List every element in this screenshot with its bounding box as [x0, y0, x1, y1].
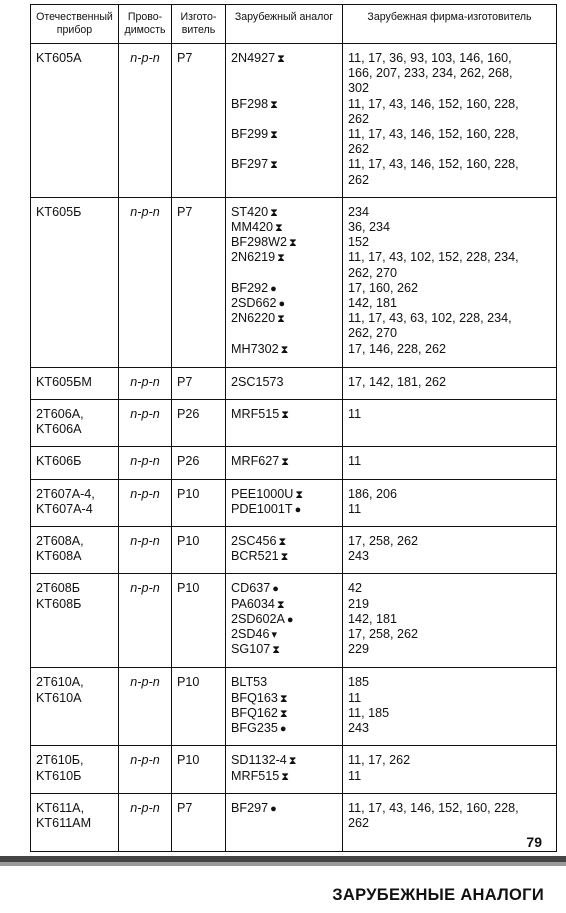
analog-marker-icon: ⧗ — [276, 598, 285, 611]
firm-codes: 17, 258, 262 — [348, 627, 419, 642]
analog-name: MM420 — [231, 220, 273, 235]
conductivity-value: n-p-n — [130, 581, 160, 596]
analog-name: MH7302 — [231, 341, 279, 356]
device-name: KT607A-4 — [36, 501, 93, 516]
firm-codes: 11, 17, 43, 146, 152, 160, 228, — [348, 127, 519, 142]
header-analog: Зарубежный аналог — [226, 5, 343, 44]
firm-codes: 11 — [348, 690, 362, 705]
analog-marker-icon: ⧗ — [288, 755, 297, 768]
analog-name: 2SD46 — [231, 627, 270, 642]
device-cell — [31, 574, 119, 668]
firm-codes: 262 — [348, 816, 370, 831]
firm-codes: 152 — [348, 235, 370, 250]
device-name: 2T610Б, — [36, 753, 84, 768]
maker-cell — [172, 447, 226, 479]
firm-codes: 166, 207, 233, 234, 262, 268, — [348, 66, 513, 81]
analog-marker-icon: ⧗ — [280, 551, 289, 564]
analogs-table — [30, 4, 557, 852]
analog-marker-icon: ⧗ — [279, 707, 288, 720]
firm-codes: 11, 185 — [348, 705, 390, 720]
conductivity-cell — [119, 400, 172, 447]
device-cell — [31, 447, 119, 479]
table-row — [31, 479, 557, 526]
analog-name: 2N6220 — [231, 311, 276, 326]
analog-item — [231, 675, 338, 690]
firm-codes: 42 — [348, 581, 363, 596]
conductivity-cell — [119, 527, 172, 574]
analog-item — [231, 753, 338, 769]
analog-name: BF298W2 — [231, 235, 287, 250]
conductivity-value: n-p-n — [130, 675, 160, 690]
header-maker: Изгото-витель — [172, 5, 226, 44]
device-name: 2T610A, — [36, 675, 84, 690]
analog-marker-icon: ● — [272, 583, 279, 596]
firm-codes: 11, 17, 262 — [348, 753, 411, 768]
analog-cell — [226, 479, 343, 526]
firm-codes: 11 — [348, 501, 362, 516]
analog-item — [231, 157, 338, 173]
table-row — [31, 44, 557, 198]
firm-codes: 302 — [348, 81, 370, 96]
analog-name: CD637 — [231, 581, 271, 596]
device-cell — [31, 400, 119, 447]
analog-item — [231, 487, 338, 503]
firm-codes: 219 — [348, 596, 370, 611]
firm-cell — [343, 668, 557, 746]
analog-item — [231, 801, 338, 817]
analog-item — [231, 311, 338, 327]
analog-name: BF299 — [231, 126, 269, 141]
table-row — [31, 527, 557, 574]
table-row — [31, 197, 557, 367]
analog-name: SG107 — [231, 642, 271, 657]
analog-name: BF297 — [231, 157, 269, 172]
conductivity-value: n-p-n — [130, 407, 160, 422]
device-cell — [31, 668, 119, 746]
analog-item — [231, 281, 338, 297]
analog-item — [231, 549, 338, 565]
maker-cell — [172, 574, 226, 668]
analog-item — [231, 205, 338, 221]
analog-name: 2N4927 — [231, 51, 276, 65]
firm-codes: 262 — [348, 111, 370, 126]
table-row — [31, 746, 557, 793]
firm-cell — [343, 197, 557, 367]
firm-cell — [343, 574, 557, 668]
firm-cell — [343, 44, 557, 198]
firm-codes: 186, 206 — [348, 486, 398, 501]
conductivity-value: n-p-n — [130, 800, 160, 815]
table-row — [31, 574, 557, 668]
maker-value: P7 — [177, 51, 193, 65]
firm-cell — [343, 793, 557, 851]
firm-codes: 262 — [348, 142, 370, 157]
analog-marker-icon: ⧗ — [281, 409, 290, 422]
device-name: 2T608Б — [36, 581, 80, 596]
analog-item — [231, 296, 338, 312]
conductivity-cell — [119, 367, 172, 399]
analog-marker-icon: ⧗ — [279, 692, 288, 705]
analog-name: MRF627 — [231, 454, 280, 469]
analog-item — [231, 612, 338, 628]
device-name: KT605Б — [36, 204, 82, 219]
maker-cell — [172, 479, 226, 526]
maker-value: P7 — [177, 204, 193, 219]
firm-codes: 262, 270 — [348, 265, 398, 280]
analog-name: 2SC1573 — [231, 374, 284, 389]
device-cell — [31, 44, 119, 198]
analog-name: BFG235 — [231, 721, 278, 736]
analog-marker-icon: ▾ — [271, 629, 278, 642]
analog-item — [231, 454, 338, 470]
device-name: 2T608A, — [36, 534, 84, 549]
firm-cell — [343, 367, 557, 399]
analog-marker-icon: ● — [270, 282, 277, 295]
firm-codes: 11, 17, 36, 93, 103, 146, 160, — [348, 51, 512, 65]
device-name: KT611AM — [36, 816, 92, 831]
device-name: KT606A — [36, 422, 82, 437]
analog-name: 2SD662 — [231, 295, 277, 310]
maker-value: P7 — [177, 374, 193, 389]
analog-item — [231, 375, 338, 390]
analog-name: SD1132-4 — [231, 753, 287, 768]
analog-name: BCR521 — [231, 549, 279, 564]
device-name: KT605БМ — [36, 374, 92, 389]
firm-cell — [343, 400, 557, 447]
firm-codes: 11, 17, 43, 146, 152, 160, 228, — [348, 157, 519, 172]
firm-codes: 185 — [348, 675, 370, 690]
table-header-row — [31, 5, 557, 44]
analog-cell — [226, 668, 343, 746]
analog-name: 2SC456 — [231, 534, 277, 549]
analog-cell — [226, 574, 343, 668]
analog-item — [231, 691, 338, 707]
firm-cell — [343, 746, 557, 793]
analog-marker-icon: ● — [286, 613, 294, 626]
conductivity-value: n-p-n — [130, 51, 160, 65]
device-name: KT606Б — [36, 454, 82, 469]
maker-cell — [172, 527, 226, 574]
device-name: KT605A — [36, 51, 82, 65]
analog-marker-icon: ⧗ — [277, 53, 285, 65]
maker-cell — [172, 668, 226, 746]
maker-cell — [172, 746, 226, 793]
firm-codes: 243 — [348, 549, 370, 564]
analog-name: BFQ163 — [231, 690, 278, 705]
analog-cell — [226, 746, 343, 793]
analog-item — [231, 97, 338, 113]
maker-cell — [172, 44, 226, 198]
header-firm: Зарубежная фирма-изготовитель — [343, 5, 557, 44]
firm-codes: 229 — [348, 642, 370, 657]
table-row — [31, 447, 557, 479]
analog-item — [231, 407, 338, 423]
analog-marker-icon: ⧗ — [295, 488, 304, 501]
analog-item — [231, 502, 338, 518]
conductivity-value: n-p-n — [130, 534, 160, 549]
analog-cell — [226, 793, 343, 851]
device-name: KT610Б — [36, 768, 82, 783]
analog-item — [231, 597, 338, 613]
analog-name: 2SD602A — [231, 611, 285, 626]
analog-marker-icon: ⧗ — [278, 536, 287, 549]
page-number: 79 — [526, 834, 542, 850]
firm-codes: 17, 258, 262 — [348, 534, 419, 549]
device-cell — [31, 197, 119, 367]
device-cell — [31, 793, 119, 851]
device-cell — [31, 746, 119, 793]
device-cell — [31, 527, 119, 574]
analog-item — [231, 534, 338, 550]
analog-cell — [226, 400, 343, 447]
maker-value: P10 — [177, 581, 200, 596]
analog-cell — [226, 367, 343, 399]
maker-value: P10 — [177, 753, 200, 768]
analog-item — [231, 769, 338, 785]
analog-marker-icon: ⧗ — [272, 644, 280, 657]
conductivity-cell — [119, 668, 172, 746]
analog-item — [231, 235, 338, 251]
analog-name: PDE1001T — [231, 501, 293, 516]
conductivity-cell — [119, 197, 172, 367]
analog-item — [231, 127, 338, 143]
analog-cell — [226, 527, 343, 574]
analog-cell — [226, 44, 343, 198]
firm-codes: 262 — [348, 172, 370, 187]
conductivity-value: n-p-n — [130, 204, 160, 219]
firm-codes: 17, 146, 228, 262 — [348, 341, 447, 356]
table-row — [31, 400, 557, 447]
firm-codes: 11, 17, 43, 146, 152, 160, 228, — [348, 800, 519, 815]
maker-value: P26 — [177, 407, 200, 422]
analog-name: BF298 — [231, 96, 269, 111]
analog-name: MRF515 — [231, 407, 280, 422]
conductivity-cell — [119, 746, 172, 793]
firm-cell — [343, 447, 557, 479]
maker-value: P7 — [177, 800, 193, 815]
analog-marker-icon: ⧗ — [270, 98, 278, 111]
device-name: 2T607A-4, — [36, 486, 95, 501]
firm-codes: 262, 270 — [348, 326, 398, 341]
analog-marker-icon: ● — [278, 297, 286, 310]
analog-name: 2N6219 — [231, 250, 276, 265]
analog-cell — [226, 447, 343, 479]
analog-marker-icon: ⧗ — [270, 206, 278, 219]
analog-marker-icon: ⧗ — [281, 770, 290, 783]
device-cell — [31, 367, 119, 399]
analog-marker-icon: ⧗ — [289, 237, 297, 250]
analog-marker-icon: ⧗ — [275, 222, 283, 235]
maker-cell — [172, 367, 226, 399]
header-conductivity: Прово-димость — [119, 5, 172, 44]
analog-item — [231, 250, 338, 266]
maker-cell — [172, 400, 226, 447]
conductivity-value: n-p-n — [130, 454, 160, 469]
analog-name: PEE1000U — [231, 486, 294, 501]
conductivity-cell — [119, 447, 172, 479]
table-row — [31, 367, 557, 399]
analog-item — [231, 220, 338, 236]
firm-codes: 36, 234 — [348, 220, 391, 235]
conductivity-cell — [119, 44, 172, 198]
device-name: KT610A — [36, 690, 82, 705]
analog-item — [231, 51, 338, 67]
maker-cell — [172, 793, 226, 851]
firm-codes: 11 — [348, 768, 362, 783]
analog-name: BF292 — [231, 280, 269, 295]
conductivity-value: n-p-n — [130, 374, 160, 389]
device-cell — [31, 479, 119, 526]
analog-item — [231, 581, 338, 597]
analog-name: BLT53 — [231, 675, 268, 690]
header-device: Отечественный прибор — [31, 5, 119, 44]
analog-item — [231, 721, 338, 737]
footer-section-title: ЗАРУБЕЖНЫЕ АНАЛОГИ — [332, 886, 544, 904]
conductivity-cell — [119, 793, 172, 851]
firm-codes: 11 — [348, 454, 362, 469]
analog-marker-icon: ⧗ — [270, 128, 278, 141]
analog-item — [231, 706, 338, 722]
maker-cell — [172, 197, 226, 367]
firm-codes: 17, 160, 262 — [348, 280, 419, 295]
table-row — [31, 793, 557, 851]
firm-codes: 142, 181 — [348, 296, 398, 311]
footer-band-light — [0, 862, 566, 866]
analog-cell — [226, 197, 343, 367]
conductivity-cell — [119, 479, 172, 526]
maker-value: P26 — [177, 454, 200, 469]
device-name: KT608A — [36, 549, 82, 564]
analog-item — [231, 627, 338, 643]
analog-marker-icon: ● — [270, 802, 277, 815]
firm-codes: 243 — [348, 721, 370, 736]
analog-marker-icon: ● — [279, 723, 287, 736]
firm-codes: 11 — [348, 407, 362, 422]
device-name: 2T606A, — [36, 407, 84, 422]
analog-item — [231, 642, 338, 658]
analog-name: ST420 — [231, 204, 269, 219]
analog-name: MRF515 — [231, 768, 280, 783]
device-name: KT611A, — [36, 800, 85, 815]
firm-codes: 142, 181 — [348, 611, 398, 626]
firm-codes: 234 — [348, 204, 370, 219]
analog-marker-icon: ● — [294, 503, 302, 516]
conductivity-cell — [119, 574, 172, 668]
table-row — [31, 668, 557, 746]
maker-value: P10 — [177, 534, 200, 549]
firm-codes: 11, 17, 43, 63, 102, 228, 234, — [348, 311, 512, 326]
analog-marker-icon: ⧗ — [277, 313, 285, 326]
firm-codes: 11, 17, 43, 146, 152, 160, 228, — [348, 96, 519, 111]
conductivity-value: n-p-n — [130, 486, 160, 501]
analog-name: BFQ162 — [231, 705, 278, 720]
analog-name: PA6034 — [231, 596, 275, 611]
firm-codes: 11, 17, 43, 102, 152, 228, 234, — [348, 250, 519, 265]
maker-value: P10 — [177, 486, 200, 501]
analog-name: BF297 — [231, 800, 269, 815]
analog-marker-icon: ⧗ — [277, 252, 285, 265]
analog-marker-icon: ⧗ — [281, 456, 290, 469]
firm-codes: 17, 142, 181, 262 — [348, 374, 447, 389]
analog-item — [231, 342, 338, 358]
maker-value: P10 — [177, 675, 200, 690]
firm-cell — [343, 479, 557, 526]
firm-cell — [343, 527, 557, 574]
device-name: KT608Б — [36, 596, 82, 611]
analog-marker-icon: ⧗ — [270, 159, 278, 172]
conductivity-value: n-p-n — [130, 753, 160, 768]
analog-marker-icon: ⧗ — [280, 343, 289, 356]
